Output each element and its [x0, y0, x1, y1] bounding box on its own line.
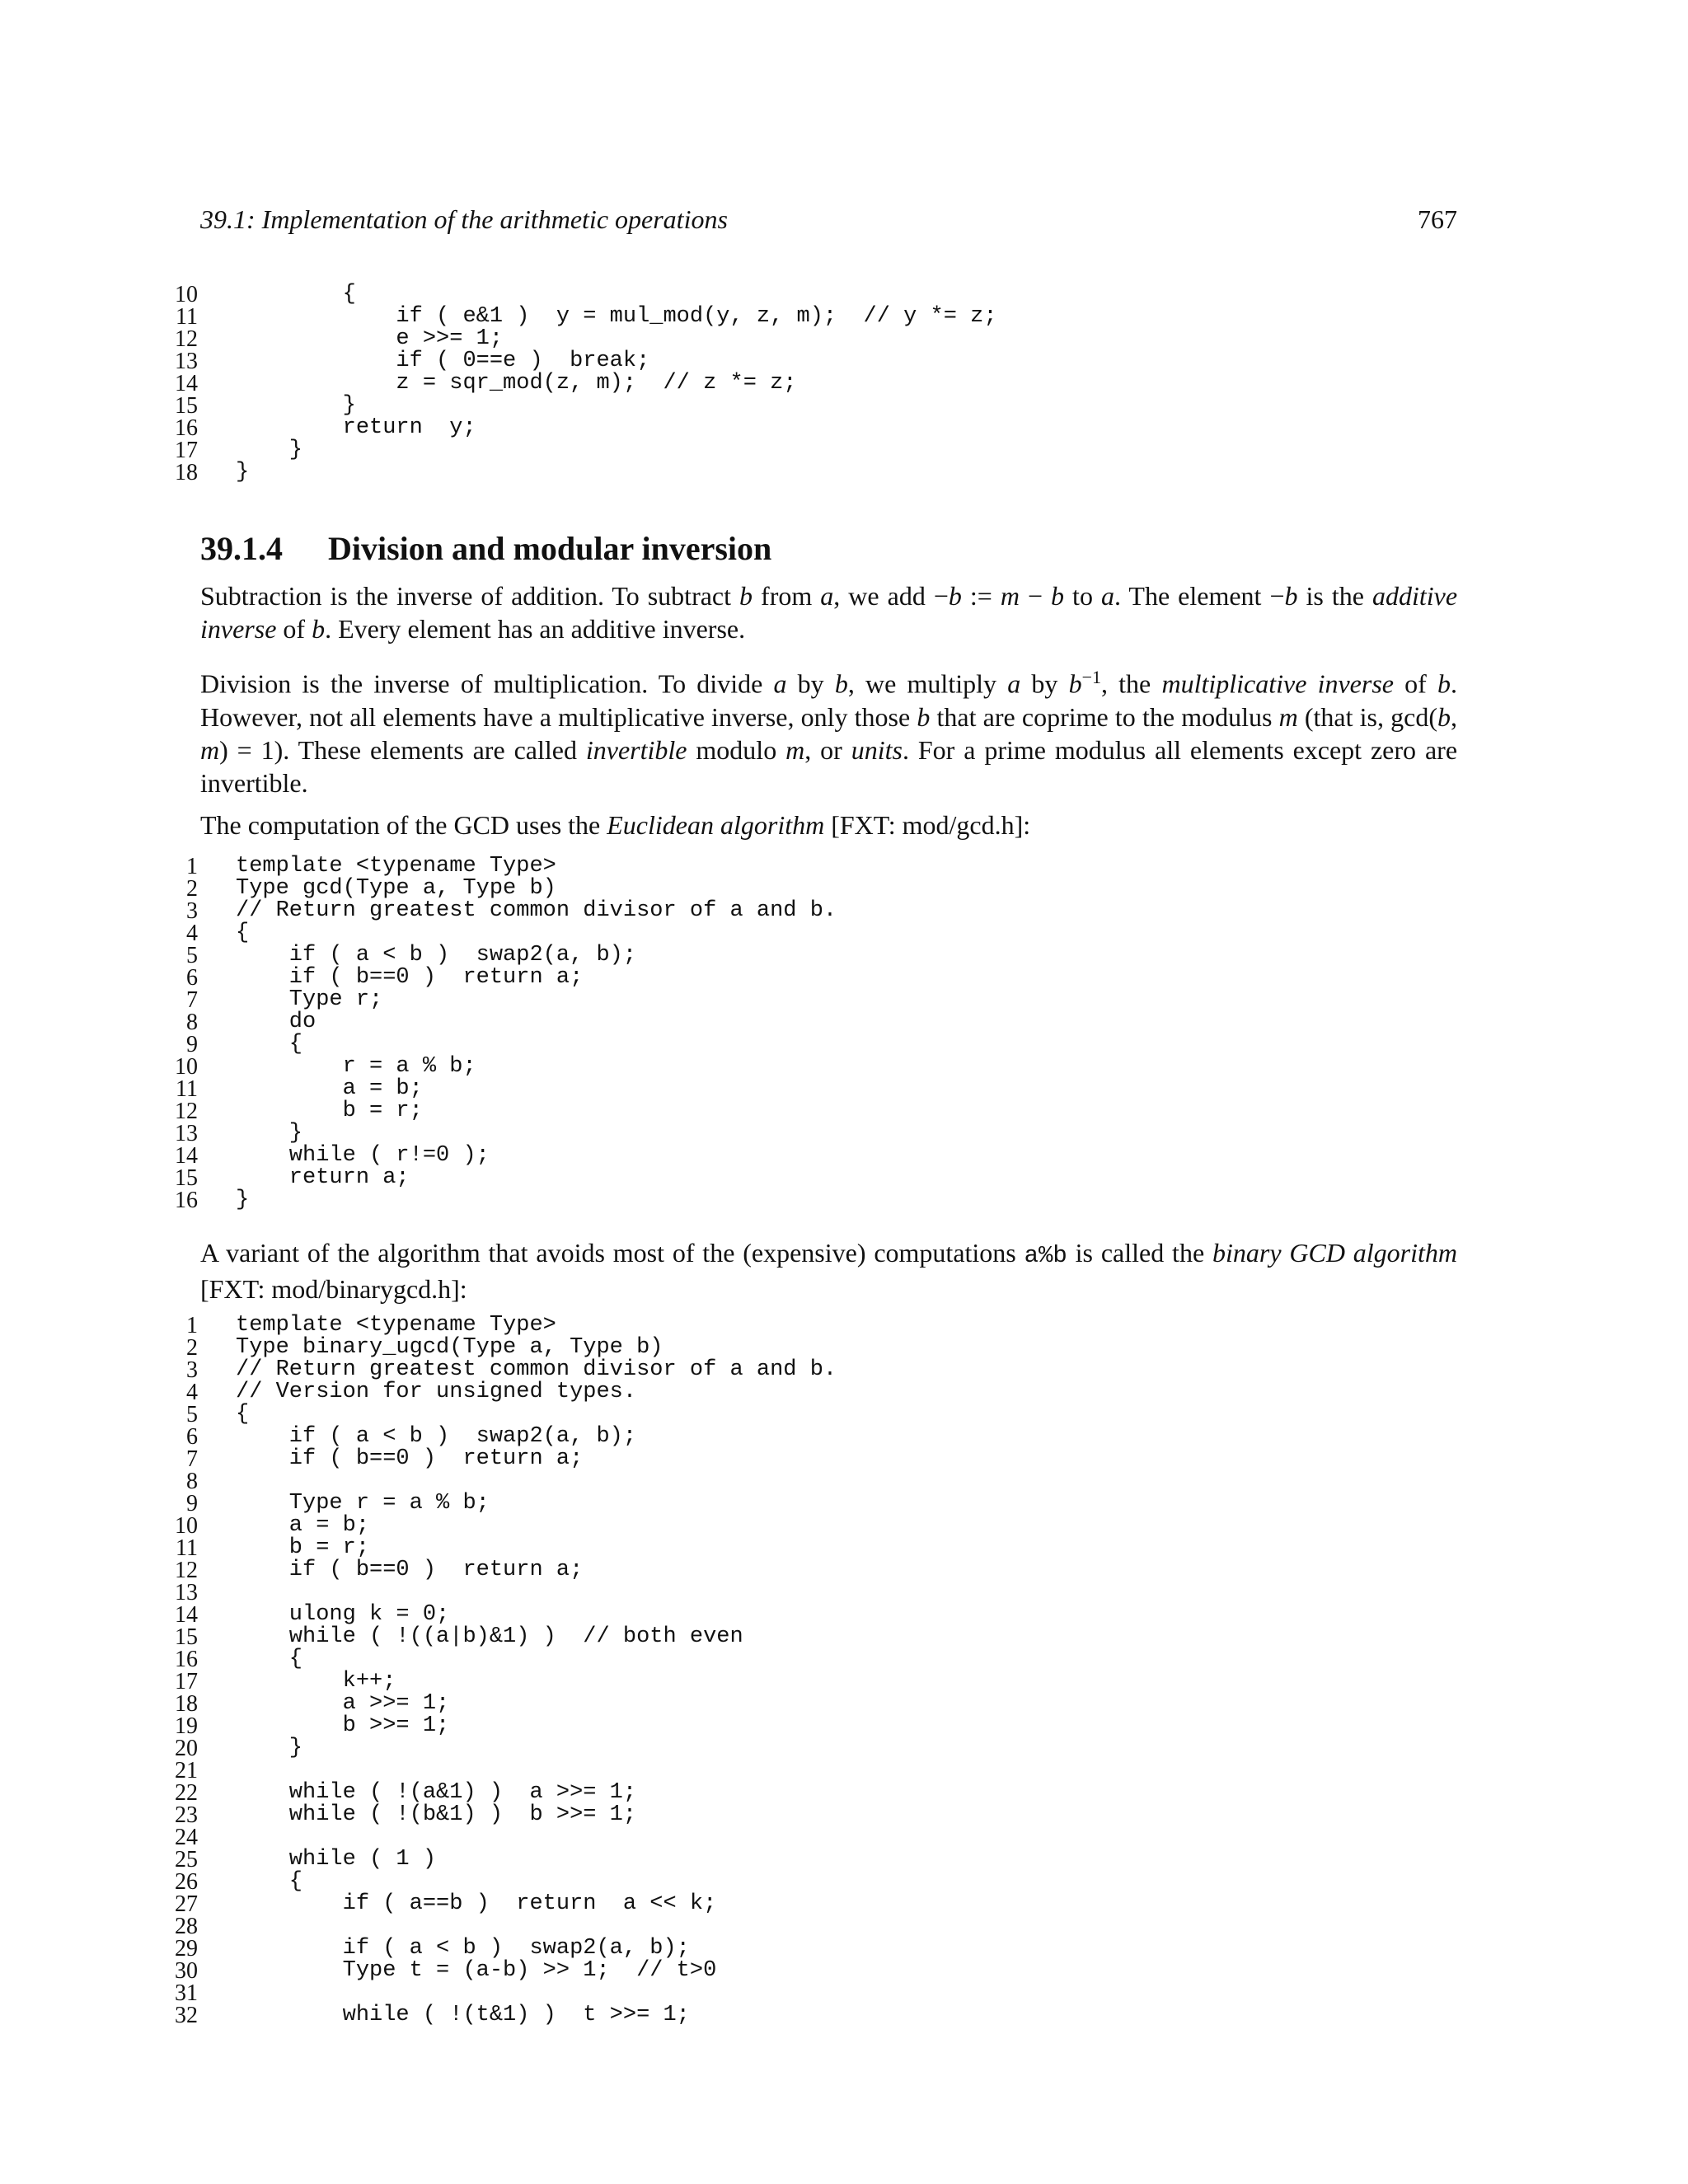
line-number: 15 — [175, 1165, 198, 1191]
code-text: } — [236, 1121, 303, 1146]
code-text: while ( 1 ) — [236, 1847, 437, 1872]
code-text: Type binary_ugcd(Type a, Type b) — [236, 1335, 663, 1360]
code-text: while ( !(t&1) ) t >>= 1; — [236, 2003, 690, 2027]
code-text: if ( a < b ) swap2(a, b); — [236, 943, 637, 968]
code-text: { — [236, 1647, 303, 1671]
code-text: k++; — [236, 1669, 396, 1694]
line-number: 5 — [186, 1402, 198, 1427]
line-number: 13 — [175, 1580, 198, 1605]
code-text: return y; — [236, 415, 476, 440]
code-text: if ( a==b ) return a << k; — [236, 1891, 717, 1916]
line-number: 8 — [186, 1469, 198, 1494]
line-number: 18 — [175, 1691, 198, 1717]
line-number: 29 — [175, 1936, 198, 1961]
code-text: b >>= 1; — [236, 1713, 450, 1738]
code-text: if ( a < b ) swap2(a, b); — [236, 1424, 637, 1449]
code-text: if ( e&1 ) y = mul_mod(y, z, m); // y *= z; — [236, 304, 997, 329]
code-text: { — [236, 1869, 303, 1894]
line-number: 4 — [186, 921, 198, 946]
line-number: 22 — [175, 1780, 198, 1806]
line-number: 20 — [175, 1736, 198, 1761]
code-text: Type t = (a-b) >> 1; // t>0 — [236, 1958, 717, 1983]
code-text: return a; — [236, 1165, 410, 1190]
line-number: 14 — [175, 371, 198, 396]
line-number: 16 — [175, 1647, 198, 1672]
code-text: while ( !((a|b)&1) ) // both even — [236, 1624, 743, 1649]
line-number: 23 — [175, 1802, 198, 1828]
line-number: 21 — [175, 1758, 198, 1783]
line-number: 10 — [175, 1513, 198, 1539]
line-number: 28 — [175, 1914, 198, 1939]
line-number: 16 — [175, 1188, 198, 1213]
term-units: units — [851, 734, 903, 765]
line-number: 15 — [175, 393, 198, 419]
code-text: { — [236, 282, 356, 307]
code-text: } — [236, 460, 250, 485]
code-text: b = r; — [236, 1099, 423, 1123]
code-text: } — [236, 438, 303, 462]
line-number: 5 — [186, 943, 198, 968]
line-number: 10 — [175, 1054, 198, 1080]
line-number: 8 — [186, 1010, 198, 1035]
code-text: if ( b==0 ) return a; — [236, 965, 584, 990]
line-number: 26 — [175, 1869, 198, 1895]
code-text: a = b; — [236, 1076, 423, 1101]
code-text: ulong k = 0; — [236, 1602, 450, 1627]
code-text: // Return greatest common divisor of a and b. — [236, 1357, 837, 1382]
page-header — [200, 204, 1457, 244]
code-text: do — [236, 1010, 316, 1034]
inline-code: a%b — [1024, 1242, 1067, 1269]
line-number: 2 — [186, 1335, 198, 1361]
code-text: template <typename Type> — [236, 1313, 556, 1338]
line-number: 4 — [186, 1380, 198, 1405]
line-number: 14 — [175, 1143, 198, 1169]
code-text: if ( a < b ) swap2(a, b); — [236, 1936, 690, 1961]
line-number: 24 — [175, 1825, 198, 1850]
line-number: 13 — [175, 349, 198, 374]
line-number: 9 — [186, 1491, 198, 1516]
line-number: 16 — [175, 415, 198, 441]
line-number: 7 — [186, 987, 198, 1013]
code-text: if ( b==0 ) return a; — [236, 1446, 584, 1471]
line-number: 9 — [186, 1032, 198, 1057]
line-number: 12 — [175, 326, 198, 352]
code-text: } — [236, 393, 356, 418]
code-text: } — [236, 1736, 303, 1760]
code-text: a >>= 1; — [236, 1691, 450, 1716]
section-heading — [200, 529, 771, 568]
code-text: Type gcd(Type a, Type b) — [236, 876, 556, 901]
line-number: 27 — [175, 1891, 198, 1917]
code-text: } — [236, 1188, 250, 1212]
code-text: { — [236, 1032, 303, 1057]
line-number: 10 — [175, 282, 198, 307]
code-text: { — [236, 921, 250, 945]
term-euclidean-algorithm: Euclidean algorithm — [607, 810, 825, 840]
line-number: 30 — [175, 1958, 198, 1984]
code-text: { — [236, 1402, 250, 1427]
code-text: e >>= 1; — [236, 326, 504, 351]
code-text: Type r; — [236, 987, 383, 1012]
line-number: 11 — [176, 304, 198, 330]
line-number: 7 — [186, 1446, 198, 1472]
section-title: Division and modular inversion — [328, 530, 772, 567]
page-number: 767 — [1418, 204, 1457, 234]
code-text: while ( !(a&1) ) a >>= 1; — [236, 1780, 637, 1805]
line-number: 12 — [175, 1099, 198, 1124]
code-text: if ( b==0 ) return a; — [236, 1558, 584, 1582]
line-number: 3 — [186, 898, 198, 924]
term-multiplicative-inverse: multiplicative inverse — [1161, 668, 1394, 699]
line-number: 6 — [186, 1424, 198, 1450]
paragraph-binary-gcd-intro: A variant of the algorithm that avoids most of the (expensive) computations a%b is called the binary GCD algorithm [FXT: mod/binarygcd.h]: — [200, 1238, 1457, 1304]
code-text: Type r = a % b; — [236, 1491, 490, 1516]
paragraph-gcd-intro: The computation of the GCD uses the Euclidean algorithm [FXT: mod/gcd.h]: — [200, 810, 1031, 840]
line-number: 31 — [175, 1980, 198, 2006]
paragraph-division: Division is the inverse of multiplication. To divide a by b, we multiply a by $b^{-1}$, the multiplicative inverse of b. However, not all elements have a multiplicative inverse, only those b that are coprime to the modulus m (that is, gcd(b, m) = 1). These elements are called invertible modulo m, or units. For a prime modulus all elements except zero are invertible. — [200, 667, 1458, 798]
running-title: 39.1: Implementation of the arithmetic operations — [200, 204, 728, 234]
line-number: 12 — [175, 1558, 198, 1583]
line-number: 18 — [175, 460, 198, 485]
code-text: template <typename Type> — [236, 854, 556, 879]
line-number: 11 — [176, 1076, 198, 1102]
line-number: 14 — [175, 1602, 198, 1628]
code-text: if ( 0==e ) break; — [236, 349, 650, 373]
code-text: while ( !(b&1) ) b >>= 1; — [236, 1802, 637, 1827]
term-binary-gcd: binary GCD algorithm — [1212, 1238, 1457, 1268]
code-text: // Version for unsigned types. — [236, 1380, 637, 1404]
line-number: 11 — [176, 1535, 198, 1561]
line-number: 15 — [175, 1624, 198, 1650]
code-text: while ( r!=0 ); — [236, 1143, 490, 1168]
line-number: 17 — [175, 438, 198, 463]
line-number: 6 — [186, 965, 198, 991]
term-additive-inverse: additive inverse — [200, 581, 1458, 644]
line-number: 1 — [186, 854, 198, 879]
section-number: 39.1.4 — [200, 530, 283, 567]
code-text: r = a % b; — [236, 1054, 476, 1079]
line-number: 13 — [175, 1121, 198, 1146]
code-text: a = b; — [236, 1513, 370, 1538]
line-number: 32 — [175, 2003, 198, 2028]
paragraph-subtraction: Subtraction is the inverse of addition. To subtract b from a, we add −b := m − b to a. The element −b is the additive inverse of b. Every element has an additive inverse. — [200, 581, 1458, 644]
line-number: 19 — [175, 1713, 198, 1739]
line-number: 1 — [186, 1313, 198, 1338]
line-number: 17 — [175, 1669, 198, 1694]
code-text: // Return greatest common divisor of a and b. — [236, 898, 837, 923]
line-number: 2 — [186, 876, 198, 902]
line-number: 25 — [175, 1847, 198, 1872]
code-text: b = r; — [236, 1535, 370, 1560]
line-number: 3 — [186, 1357, 198, 1383]
code-text: z = sqr_mod(z, m); // z *= z; — [236, 371, 797, 396]
term-invertible: invertible — [585, 734, 687, 765]
